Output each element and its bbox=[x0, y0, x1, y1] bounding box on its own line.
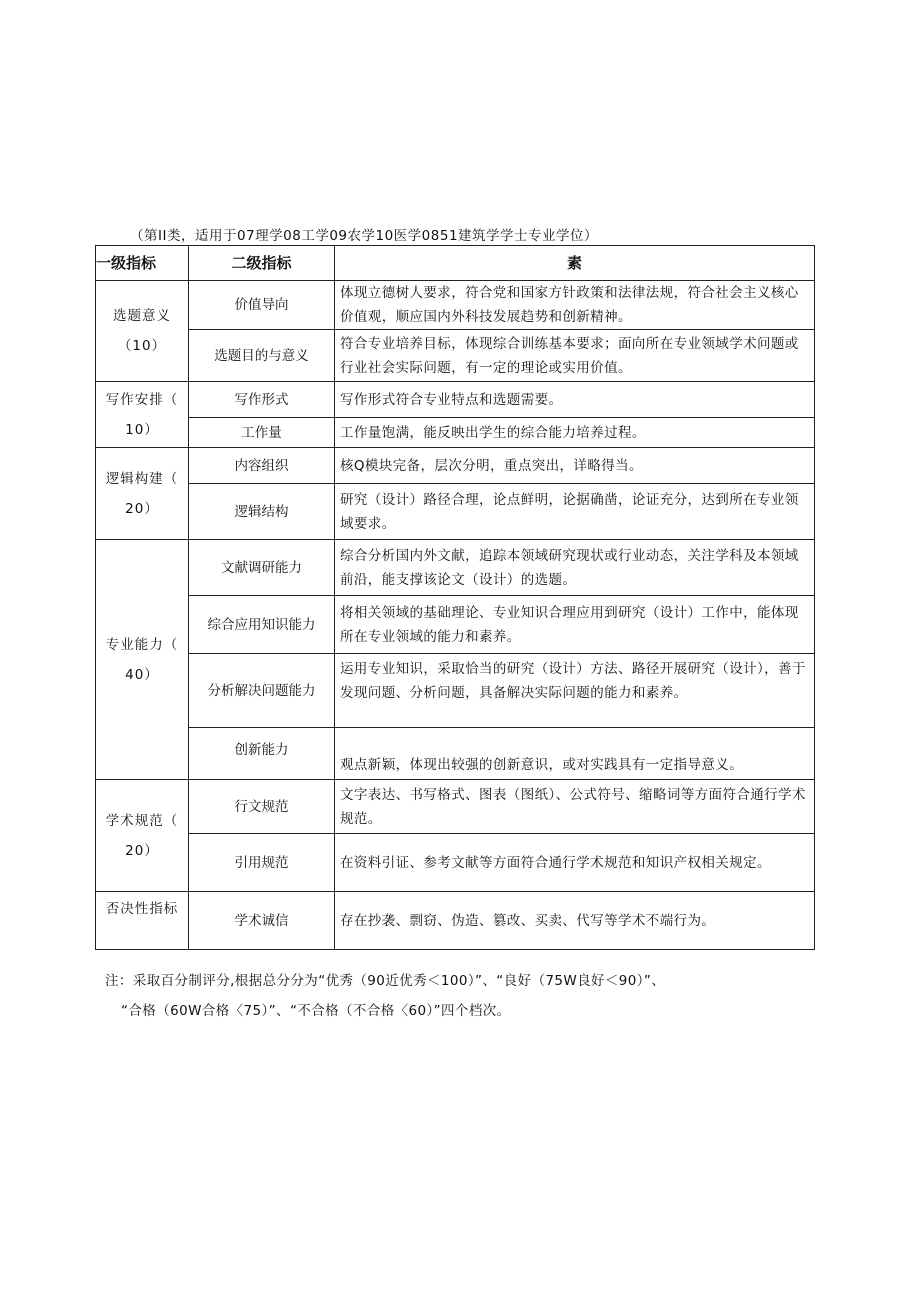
criteria-text: 符合专业培养目标，体现综合训练基本要求；面向所在专业领域学术问题或行业社会实际问题，有一定的理论或实用价值。 bbox=[335, 330, 815, 382]
sub-indicator: 写作形式 bbox=[189, 382, 335, 418]
criteria-text: 研究（设计）路径合理，论点鲜明，论据确凿，论证充分，达到所在专业领域要求。 bbox=[335, 484, 815, 540]
note-line-2: “合格（60W合格〈75）”、“不合格（不合格〈60）”四个档次。 bbox=[121, 1003, 511, 1019]
table-row bbox=[96, 418, 815, 448]
table-row bbox=[96, 596, 815, 654]
table-row bbox=[96, 728, 815, 780]
category-score: 40） bbox=[125, 666, 159, 683]
criteria-text: 观点新颖，体现出较强的创新意识，或对实践具有一定指导意义。 bbox=[335, 728, 815, 780]
sub-indicator: 文献调研能力 bbox=[189, 540, 335, 596]
table-row bbox=[96, 892, 815, 950]
sub-indicator: 内容组织 bbox=[189, 448, 335, 484]
table-row bbox=[96, 654, 815, 728]
sub-indicator: 价值导向 bbox=[189, 281, 335, 330]
category-name: 否决性指标 bbox=[105, 901, 179, 917]
sub-indicator: 引用规范 bbox=[189, 834, 335, 892]
criteria-text: 将相关领域的基础理论、专业知识合理应用到研究（设计）工作中，能体现所在专业领域的能力和素养。 bbox=[335, 596, 815, 654]
criteria-text: 存在抄袭、剽窃、伪造、篡改、买卖、代写等学术不端行为。 bbox=[335, 892, 815, 950]
sub-indicator: 分析解决问题能力 bbox=[189, 654, 335, 728]
category-score: 20） bbox=[125, 500, 159, 517]
table-row bbox=[96, 448, 815, 484]
category-cell bbox=[96, 780, 189, 892]
category-cell bbox=[96, 892, 189, 950]
category-name: 逻辑构建（ bbox=[105, 470, 179, 487]
criteria-text: 核Q模块完备，层次分明，重点突出，详略得当。 bbox=[335, 448, 815, 484]
table-row bbox=[96, 281, 815, 330]
criteria-text: 工作量饱满，能反映出学生的综合能力培养过程。 bbox=[335, 418, 815, 448]
category-score: （10） bbox=[117, 338, 167, 354]
scoring-note bbox=[105, 966, 825, 1026]
sub-indicator: 综合应用知识能力 bbox=[189, 596, 335, 654]
table-caption: （第II类，适用于07理学08工学09农学10医学0851建筑学学士专业学位） bbox=[130, 228, 599, 244]
criteria-text: 文字表达、书写格式、图表（图纸）、公式符号、缩略词等方面符合通行学术规范。 bbox=[335, 780, 815, 834]
header-elements: 素 bbox=[335, 246, 815, 281]
table-row bbox=[96, 382, 815, 418]
category-cell bbox=[96, 540, 189, 780]
category-cell bbox=[96, 448, 189, 540]
sub-indicator: 选题目的与意义 bbox=[189, 330, 335, 382]
table-row bbox=[96, 834, 815, 892]
table-row bbox=[96, 330, 815, 382]
sub-indicator: 行文规范 bbox=[189, 780, 335, 834]
category-cell bbox=[96, 281, 189, 382]
criteria-text: 体现立德树人要求，符合党和国家方针政策和法律法规，符合社会主义核心价值观，顺应国内外科技发展趋势和创新精神。 bbox=[335, 281, 815, 330]
header-primary-indicator: 一级指标 bbox=[96, 246, 189, 281]
header-row bbox=[96, 246, 815, 281]
sub-indicator: 学术诚信 bbox=[189, 892, 335, 950]
category-cell bbox=[96, 382, 189, 448]
category-name: 写作安排（ bbox=[105, 391, 179, 408]
category-name: 专业能力（ bbox=[105, 636, 179, 653]
sub-indicator: 工作量 bbox=[189, 418, 335, 448]
criteria-text: 综合分析国内外文献，追踪本领域研究现状或行业动态，关注学科及本领域前沿，能支撑该论文（设计）的选题。 bbox=[335, 540, 815, 596]
table-row bbox=[96, 484, 815, 540]
header-secondary-indicator: 二级指标 bbox=[189, 246, 335, 281]
criteria-text: 在资料引证、参考文献等方面符合通行学术规范和知识产权相关规定。 bbox=[335, 834, 815, 892]
table-row bbox=[96, 780, 815, 834]
table-row bbox=[96, 540, 815, 596]
criteria-text: 写作形式符合专业特点和选题需要。 bbox=[335, 382, 815, 418]
category-score: 10） bbox=[125, 421, 159, 438]
category-name: 选题意义 bbox=[113, 308, 171, 324]
category-name: 学术规范（ bbox=[105, 812, 179, 829]
criteria-text: 运用专业知识，采取恰当的研究（设计）方法、路径开展研究（设计），善于发现问题、分析问题，具备解决实际问题的能力和素养。 bbox=[335, 654, 815, 728]
note-line-1: 注：采取百分制评分,根据总分分为“优秀（90近优秀＜100）”、“良好（75W良好＜90）”、 bbox=[105, 973, 666, 989]
evaluation-table bbox=[95, 245, 815, 950]
sub-indicator: 创新能力 bbox=[189, 728, 335, 780]
category-score: 20） bbox=[125, 842, 159, 859]
sub-indicator: 逻辑结构 bbox=[189, 484, 335, 540]
